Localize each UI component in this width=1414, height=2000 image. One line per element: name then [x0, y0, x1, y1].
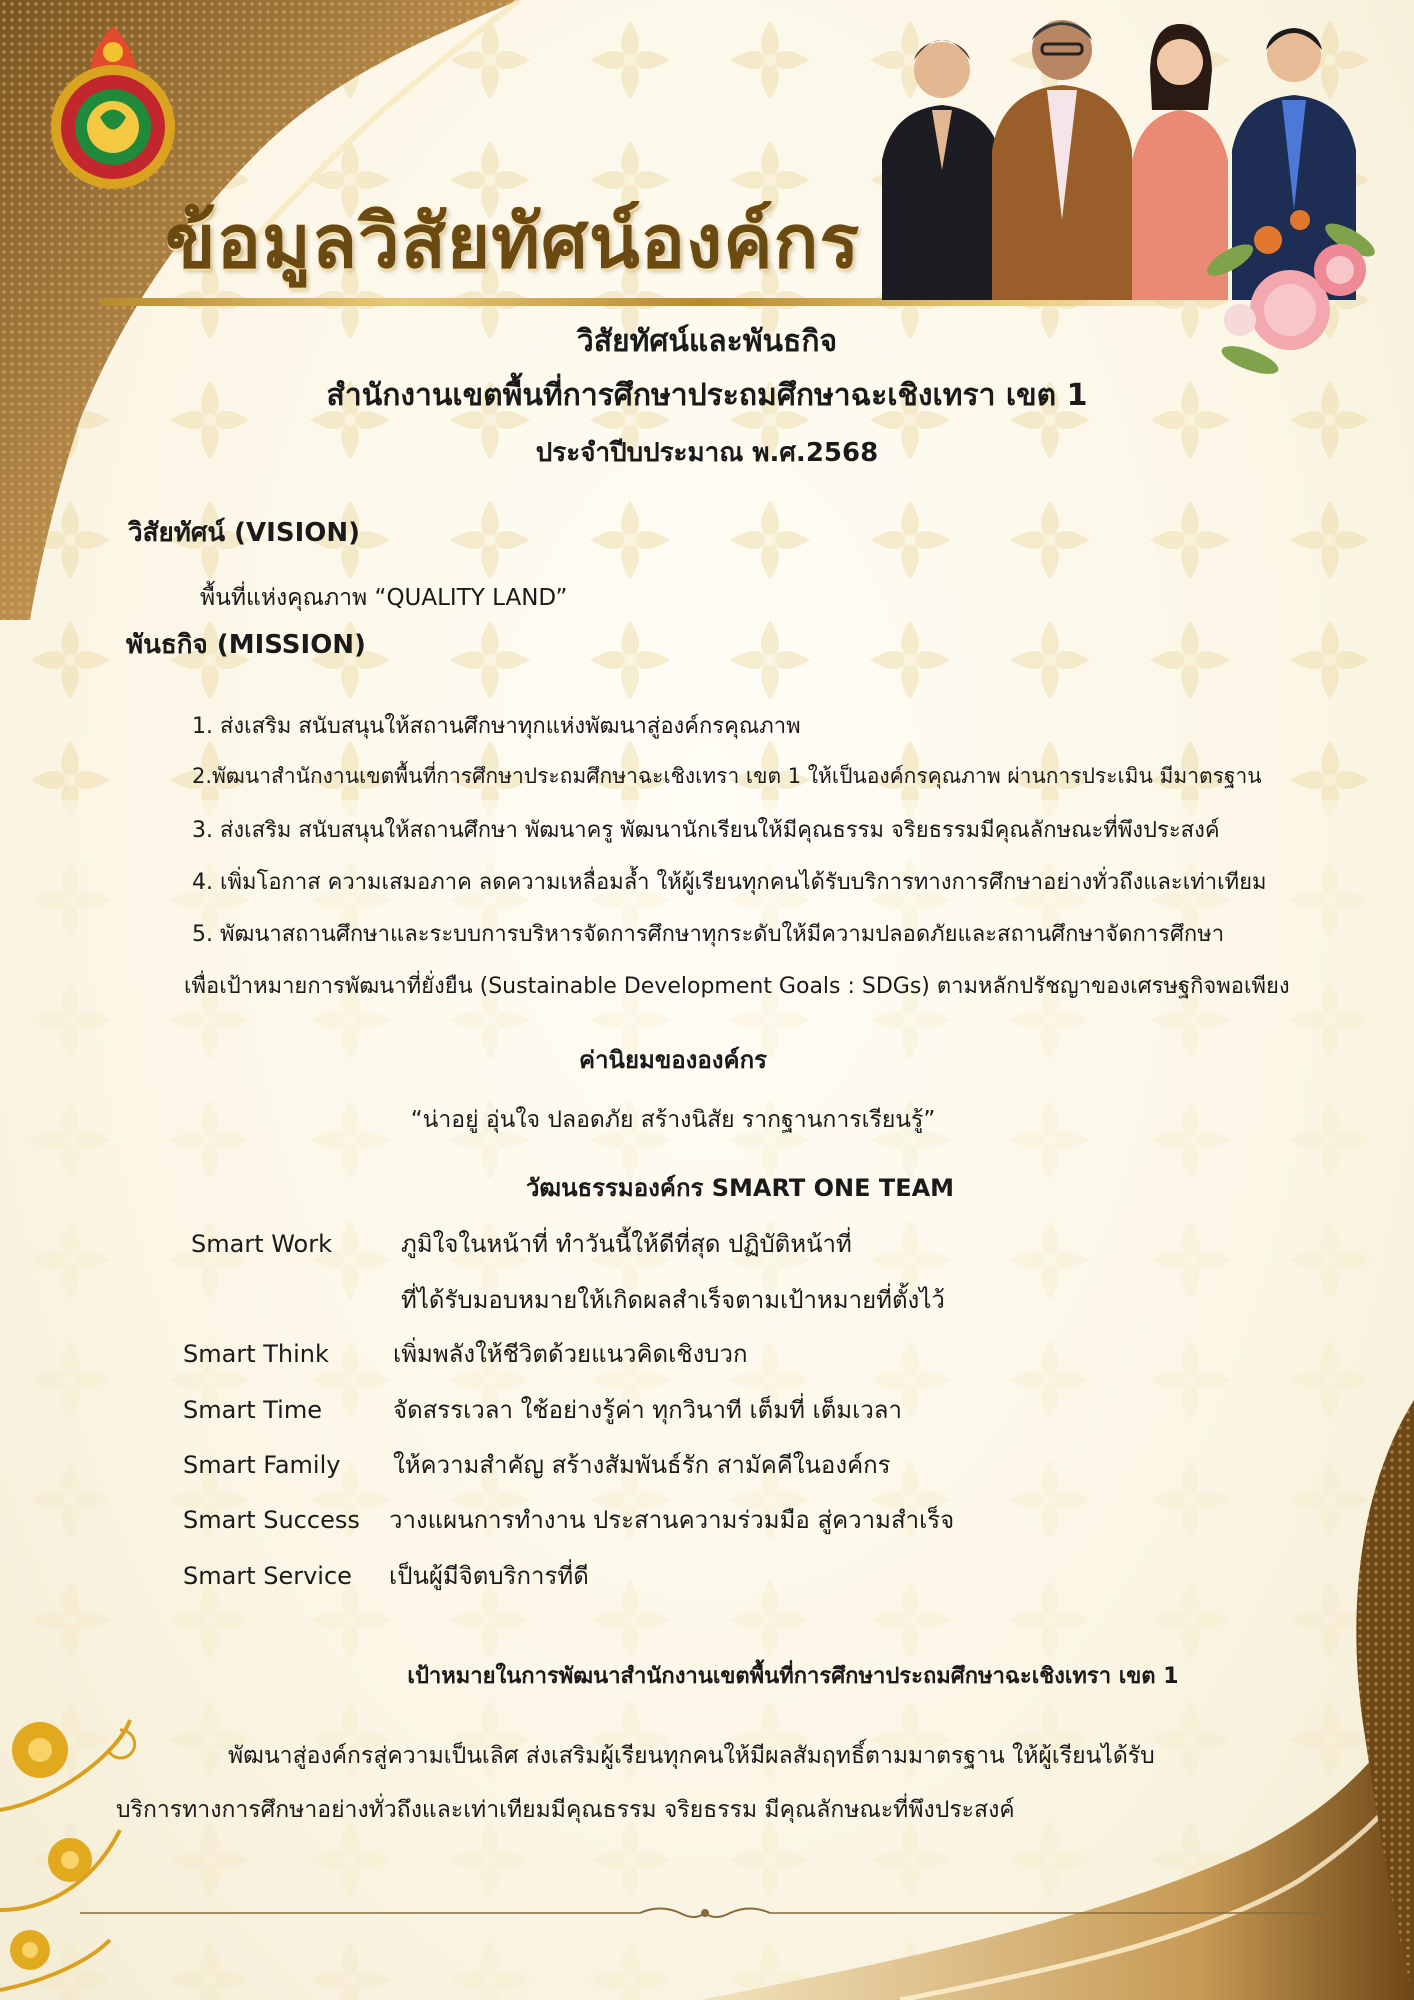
- pink-flower-bouquet: [1190, 200, 1400, 400]
- values-text: “น่าอยู่ อุ่นใจ ปลอดภัย สร้างนิสัย รากฐานการเรียนรู้”: [410, 1107, 936, 1133]
- culture-desc: จัดสรรเวลา ใช้อย่างรู้ค่า ทุกวินาที เต็มที่ เต็มเวลา: [393, 1396, 902, 1424]
- culture-row: [183, 1500, 954, 1539]
- vision-label: วิสัยทัศน์ (VISION): [128, 518, 360, 548]
- culture-row: [183, 1334, 748, 1373]
- culture-label: วัฒนธรรมองค์กร SMART ONE TEAM: [525, 1174, 955, 1202]
- culture-desc: เป็นผู้มีจิตบริการที่ดี: [389, 1562, 589, 1590]
- culture-row: [191, 1280, 945, 1319]
- culture-key: Smart Family: [183, 1451, 341, 1479]
- mission-item: 5. พัฒนาสถานศึกษาและระบบการบริหารจัดการศึกษาทุกระดับให้มีความปลอดภัยและสถานศึกษาจัดการศึกษา: [192, 922, 1225, 947]
- goal-line-2: บริการทางการศึกษาอย่างทั่วถึงและเท่าเทียมมีคุณธรรม จริยธรรม มีคุณลักษณะที่พึงประสงค์: [116, 1797, 1015, 1823]
- culture-key: Smart Success: [183, 1506, 360, 1534]
- mission-item: 2.พัฒนาสำนักงานเขตพื้นที่การศึกษาประถมศึกษาฉะเชิงเทรา เขต 1 ให้เป็นองค์กรคุณภาพ ผ่านการประเมิน มีมาตรฐาน: [192, 764, 1262, 788]
- mission-item: 1. ส่งเสริม สนับสนุนให้สถานศึกษาทุกแห่งพัฒนาสู่องค์กรคุณภาพ: [192, 714, 801, 739]
- fiscal-year: ประจำปีบประมาณ พ.ศ.2568: [535, 438, 879, 468]
- mission-label: พันธกิจ (MISSION): [126, 630, 366, 660]
- culture-desc: วางแผนการทำงาน ประสานความร่วมมือ สู่ความสำเร็จ: [389, 1506, 955, 1534]
- vision-mission-heading: วิสัยทัศน์และพันธกิจ: [576, 324, 838, 359]
- portrait-2: [992, 20, 1132, 300]
- culture-desc: ภูมิใจในหน้าที่ ทำวันนี้ให้ดีที่สุด ปฏิบัติหน้าที่: [401, 1230, 852, 1258]
- culture-row: [183, 1390, 902, 1429]
- portrait-1: [882, 40, 1002, 300]
- mission-item: 4. เพิ่มโอกาส ความเสมอภาค ลดความเหลื่อมล้ำ ให้ผู้เรียนทุกคนได้รับบริการทางการศึกษาอย่างทั่วถึงและเท่าเทียม: [192, 870, 1267, 895]
- mission-item: เพื่อเป้าหมายการพัฒนาที่ยั่งยืน (Sustainable Development Goals : SDGs) ตามหลักปรัชญาของเศรษฐกิจพอเพียง: [184, 974, 1290, 999]
- mission-item: 3. ส่งเสริม สนับสนุนให้สถานศึกษา พัฒนาครู พัฒนานักเรียนให้มีคุณธรรม จริยธรรมมีคุณลักษณะที่พึงประสงค์: [192, 818, 1220, 843]
- culture-key: Smart Think: [183, 1340, 329, 1368]
- office-name: สำนักงานเขตพื้นที่การศึกษาประถมศึกษาฉะเชิงเทรา เขต 1: [326, 378, 1088, 413]
- culture-desc: ให้ความสำคัญ สร้างสัมพันธ์รัก สามัคคีในองค์กร: [393, 1451, 891, 1479]
- obec-emblem-logo: [40, 22, 186, 192]
- goal-line-1: พัฒนาสู่องค์กรสู่ความเป็นเลิศ ส่งเสริมผู้เรียนทุกคนให้มีผลสัมฤทธิ์ตามมาตรฐาน ให้ผู้เรียนได้รับ: [228, 1743, 1155, 1769]
- culture-key: Smart Service: [183, 1562, 352, 1590]
- gold-floral-ornament: [0, 1710, 160, 2000]
- culture-desc: เพิ่มพลังให้ชีวิตด้วยแนวคิดเชิงบวก: [393, 1340, 748, 1368]
- culture-row: [183, 1445, 891, 1484]
- goal-label: เป้าหมายในการพัฒนาสำนักงานเขตพื้นที่การศึกษาประถมศึกษาฉะเชิงเทรา เขต 1: [407, 1664, 1179, 1689]
- culture-key: Smart Time: [183, 1396, 322, 1424]
- vision-text: พื้นที่แห่งคุณภาพ “QUALITY LAND”: [200, 585, 568, 611]
- culture-row: [183, 1556, 589, 1595]
- values-label: ค่านิยมขององค์กร: [579, 1046, 767, 1074]
- culture-row: [191, 1224, 852, 1263]
- culture-key: Smart Work: [191, 1230, 332, 1258]
- page-title: ข้อมูลวิสัยทัศน์องค์กร: [165, 199, 861, 285]
- divider-ornament: [80, 1904, 1330, 1922]
- culture-desc: ที่ได้รับมอบหมายให้เกิดผลสำเร็จตามเป้าหมายที่ตั้งไว้: [401, 1286, 945, 1314]
- brown-swoosh-right: [1324, 1400, 1414, 2000]
